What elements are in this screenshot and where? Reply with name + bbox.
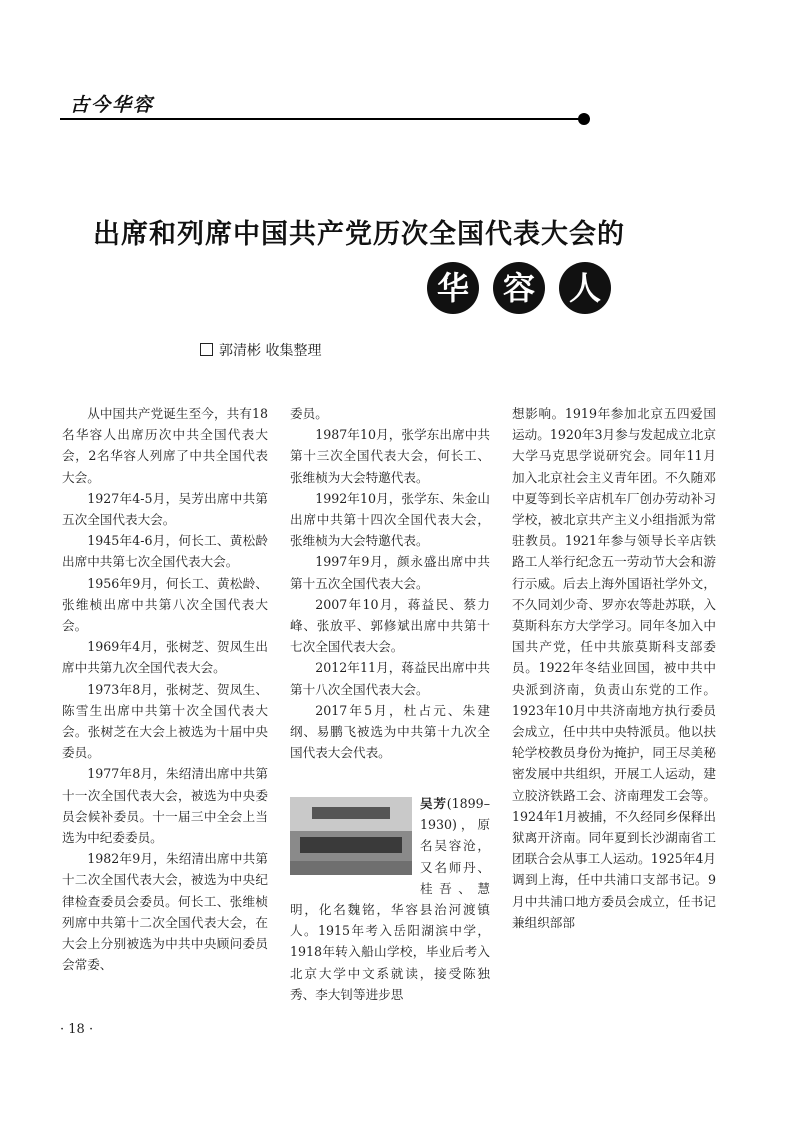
paragraph: 1992年10月，张学东、朱金山出席中共第十四次全国代表大会，张维桢为大会特邀代表。 [290,490,490,549]
title-circle-char: 容 [493,262,545,314]
paragraph: 1982年9月，朱绍清出席中共第十二次全国代表大会，被选为中央纪律检查委员会委员。何长工、张维桢列席中共第十二次全国代表大会，在大会上分别被选为中共中央顾问委员会常委、 [62,851,268,973]
byline [200,340,321,360]
column-3 [512,403,716,933]
paragraph: 2007年10月，蒋益民、蔡力峰、张放平、郭修斌出席中共第十七次全国代表大会。 [290,596,490,655]
paragraph: 1977年8月，朱绍清出席中共第十一次全国代表大会，被选为中央委员会候补委员。十一届三中全会上当选为中纪委委员。 [62,766,268,846]
biography-wu-fang [290,793,490,1005]
paragraph: 2017年5月，杜占元、朱建纲、易鹏飞被选为中共第十九次全国代表大会代表。 [290,702,490,761]
paragraph: 1945年4-6月，何长工、黄松龄出席中共第七次全国代表大会。 [62,533,268,570]
title-circled-chars [427,262,625,314]
paragraph: 1969年4月，张树芝、贺凤生出席中共第九次全国代表大会。 [62,639,268,676]
paragraph: 1987年10月，张学东出席中共第十三次全国代表大会，何长工、张维桢为大会特邀代表。 [290,427,490,485]
title-circle-char: 华 [427,262,479,314]
page-number: · 18 · [60,1022,94,1037]
column-2 [290,403,490,763]
header-dot [578,113,590,125]
paragraph: 1927年4-5月，吴芳出席中共第五次全国代表大会。 [62,490,268,528]
paragraph: 1973年8月，张树芝、贺凤生、陈雪生出席中共第十次全国代表大会。张树芝在大会上被选为十届中央委员。 [62,681,268,761]
paragraph-continuation: 委员。 [290,406,328,421]
paragraph: 1997年9月，颜永盛出席中共第十五次全国代表大会。 [290,554,490,591]
section-label: 古今华容 [70,94,155,116]
biography-continuation: 想影响。1919年参加北京五四爱国运动。1920年3月参与发起成立北京大学马克思学说研究会。同年11月加入北京社会主义青年团。不久随邓中夏等到长辛店机车厂创办劳动补习学校，被北京共产主义小组指派为常驻教员。1921年参与领导长辛店铁路工人举行纪念五一劳动节大会和游行示威。后去上海外国语社学外文，不久同刘少奇、罗亦农等赴苏联，入莫斯科东方大学学习。同年冬加入中国共产党，任中共旅莫斯科支部委员。1922年冬结业回国，被中共中央派到济南，负责山东党的工作。1923年10月中共济南地方执行委员会成立，任中共中央特派员。他以扶轮学校教员身份为掩护，同王尽美秘密发展中共组织，开展工人运动，建立胶济铁路工会、济南理发工会等。1924年1月被捕，不久经同乡保释出狱离开济南。同年夏到长沙湖南省工团联合会从事工人运动。1925年4月调到上海，任中共浦口支部书记。9月中共浦口地方委员会成立，任书记兼组织部部 [512,406,716,930]
article-title: 出席和列席中国共产党历次全国代表大会的 [93,219,625,250]
biography-text: (1899–1930)，原名吴容沧，又名师丹、桂吾、慧明，化名魏铭，华容县治河渡镇人。1915年考入岳阳湖滨中学，1918年转入船山学校，毕业后考入北京大学中文系就读，接受陈独秀、李大钊等进步思 [290,796,490,1002]
paragraph: 1956年9月，何长工、黄松龄、张维桢出席中共第八次全国代表大会。 [62,575,268,634]
paragraph: 从中国共产党诞生至今，共有18名华容人出席历次中共全国代表大会，2名华容人列席了中共全国代表大会。 [62,406,268,485]
header-rule [60,118,580,120]
paragraph: 2012年11月，蒋益民出席中共第十八次全国代表大会。 [290,660,490,697]
column-1 [62,403,268,975]
meeting-photo [290,797,412,875]
title-circle-char: 人 [559,262,611,314]
byline-text: 郭清彬 收集整理 [219,343,322,359]
biography-name: 吴芳 [420,796,447,811]
byline-box-icon [200,343,213,356]
